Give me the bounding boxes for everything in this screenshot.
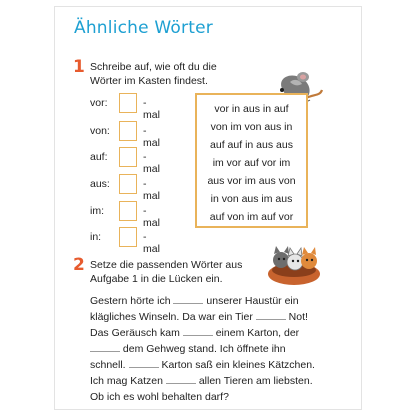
count-answer-box[interactable] <box>119 93 137 113</box>
story-text: schnell. <box>90 359 126 371</box>
row-suffix: -mal <box>143 178 160 202</box>
story-text: Not! <box>288 311 308 323</box>
count-answer-box[interactable] <box>119 147 137 167</box>
row-word-label: vor: <box>90 97 108 109</box>
task2-instruction-line2: Aufgabe 1 in die Lücken ein. <box>90 273 223 285</box>
fill-in-blank[interactable] <box>129 358 159 368</box>
task1-instruction-line1: Schreibe auf, wie oft du die <box>90 61 217 73</box>
fill-in-blank[interactable] <box>166 374 196 384</box>
count-answer-box[interactable] <box>119 121 137 141</box>
count-answer-box[interactable] <box>119 227 137 247</box>
page-title: Ähnliche Wörter <box>74 18 213 38</box>
row-suffix: -mal <box>143 231 160 255</box>
story-line <box>90 357 315 373</box>
story-line <box>90 325 299 341</box>
row-suffix: -mal <box>143 205 160 229</box>
task2-instruction-line1: Setze die passenden Wörter aus <box>90 259 243 271</box>
story-line <box>90 389 229 405</box>
story-line <box>90 373 313 389</box>
row-word-label: auf: <box>90 151 108 163</box>
story-text: Gestern hörte ich <box>90 295 171 307</box>
word-box-line: vor in aus in auf <box>214 103 289 115</box>
word-box-line: auf auf in aus aus <box>210 139 293 151</box>
row-word-label: in: <box>90 231 102 243</box>
word-box-line: im vor auf vor im <box>212 157 291 169</box>
fill-in-blank[interactable] <box>90 342 120 352</box>
row-suffix: -mal <box>143 97 160 121</box>
count-answer-box[interactable] <box>119 174 137 194</box>
row-word-label: im: <box>90 205 104 217</box>
word-box-line: auf von im auf vor <box>209 211 294 223</box>
story-line <box>90 341 286 357</box>
story-text: einem Karton, der <box>215 327 300 339</box>
task-number-2: 2 <box>73 255 85 275</box>
story-text: Ob ich es wohl behalten darf? <box>90 391 229 403</box>
count-answer-box[interactable] <box>119 201 137 221</box>
story-text: Karton saß ein kleines Kätzchen. <box>161 359 315 371</box>
story-line <box>90 293 299 309</box>
row-suffix: -mal <box>143 151 160 175</box>
task1-instruction-line2: Wörter im Kasten findest. <box>90 75 208 87</box>
row-word-label: aus: <box>90 178 110 190</box>
word-box-line: von im von aus in <box>210 121 293 133</box>
cats-in-basket-illustration <box>264 240 322 286</box>
story-text: unserer Haustür ein <box>206 295 299 307</box>
story-text: allen Tieren am liebsten. <box>198 375 313 387</box>
word-box-line: in von aus im aus <box>210 193 293 205</box>
row-word-label: von: <box>90 125 110 137</box>
story-text: Ich mag Katzen <box>90 375 163 387</box>
fill-in-blank[interactable] <box>183 326 213 336</box>
story-text: klägliches Winseln. Da war ein Tier <box>90 311 253 323</box>
word-box-line: aus vor im aus von <box>207 175 296 187</box>
word-box <box>195 93 308 228</box>
story-text: dem Gehweg stand. Ich öffnete ihn <box>122 343 286 355</box>
fill-in-blank[interactable] <box>173 294 203 304</box>
story-line <box>90 309 308 325</box>
story-text: Das Geräusch kam <box>90 327 180 339</box>
task-number-1: 1 <box>73 57 85 77</box>
fill-in-blank[interactable] <box>256 310 286 320</box>
row-suffix: -mal <box>143 125 160 149</box>
